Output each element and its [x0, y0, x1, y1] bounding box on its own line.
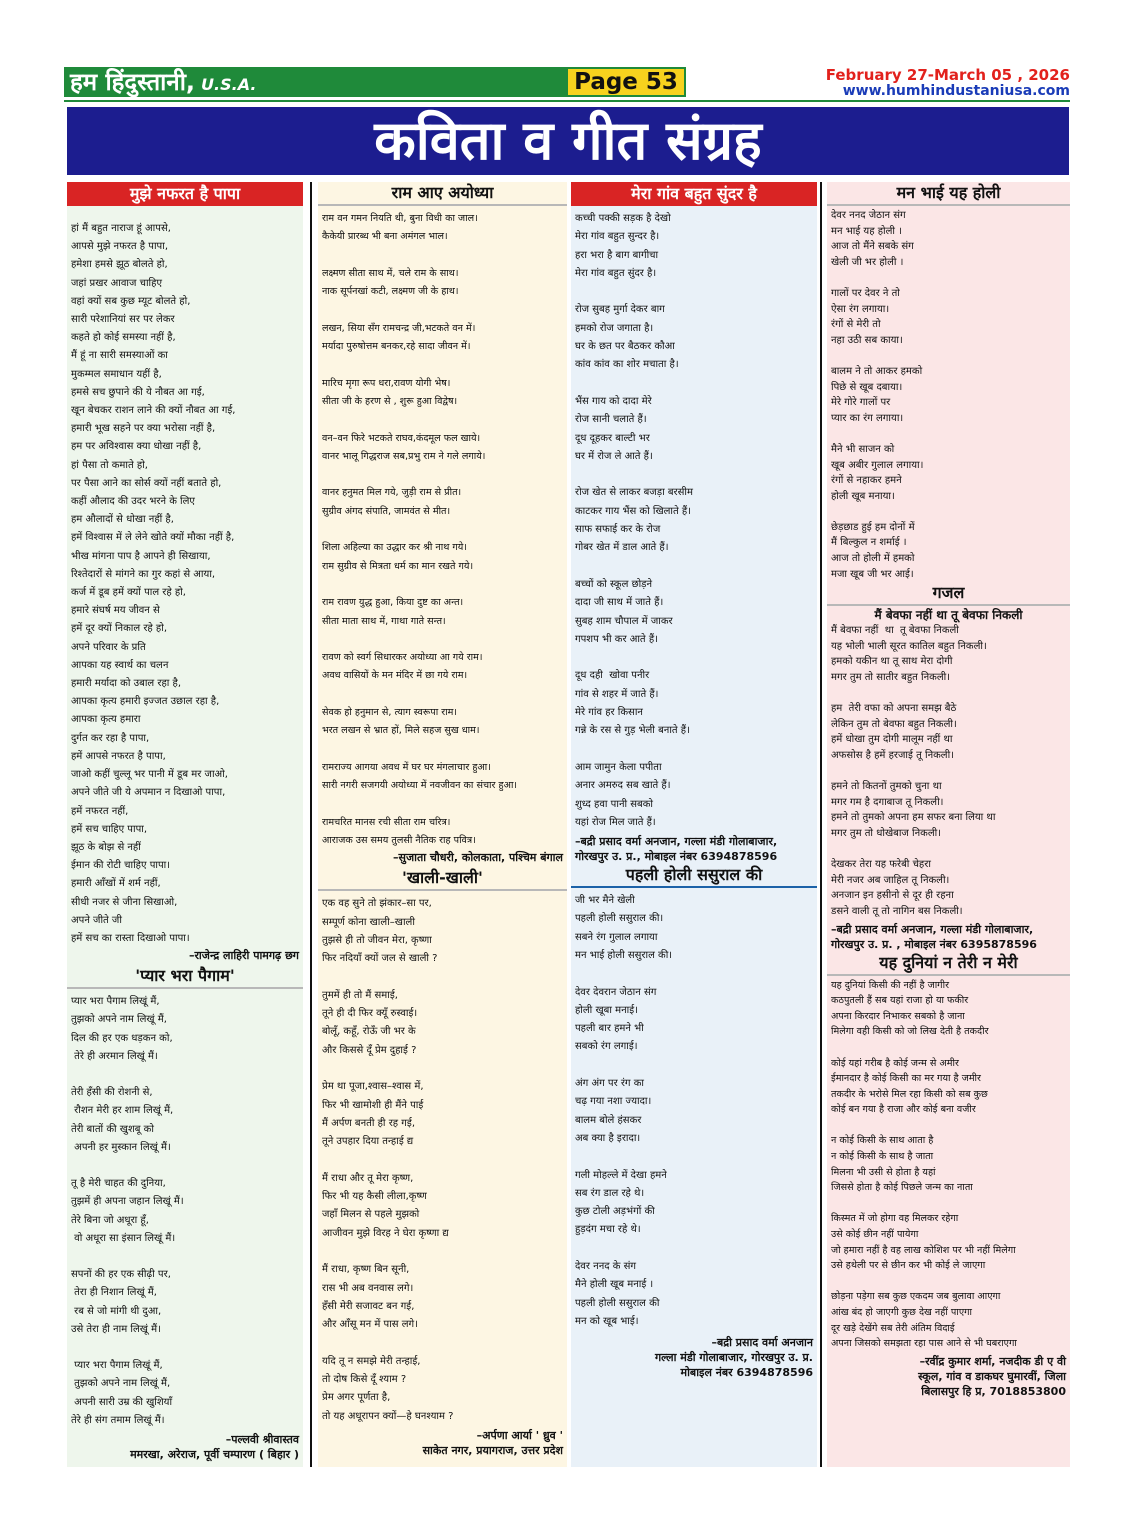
poem-author: –सुजाता चौधरी, कोलकाता, पश्चिम बंगाल — [393, 851, 563, 865]
poem-author-phone: मोबाइल नंबर 6394878596 — [680, 1366, 813, 1380]
column-4 — [827, 182, 1070, 1467]
column-separator — [820, 182, 822, 1467]
column-2 — [318, 182, 567, 1467]
poem-author-address: गल्ला मंडी गोलाबाजार, गोरखपुर उ. प्र. — [654, 1351, 813, 1365]
poem-author: –रवींद्र कुमार शर्मा, नजदीक डी ए वी — [919, 1354, 1066, 1368]
poem-text: जी भर मैने खेली पहली होली ससुराल की। सबने रंग गुलाल लगाया मन भाई होली ससुराल की। देवर देवरान जेठान संग होली खूबा मनाई। पहली बार हमने भी सबको रंग लगाई। अंग अंग पर रंग का चढ़ गया नशा ज्यादा। बालम बोले हंसकर अब क्या है इरादा। गली मोहल्ले में देखा हमने सब रंग डाल रहे थे। कुछ टोली अड़भंगों की हुड़दंग मचा रहे थे। देवर ननद के संग मैने होली खूब मनाई । पहली होली ससुराल की मन को खूब भाई। — [575, 895, 673, 1327]
poem-title: मन भाई यह होली — [827, 182, 1070, 206]
header-rule — [64, 100, 1070, 102]
poem-text: देवर ननद जेठान संग मन भाई यह होली । आज तो मैंने सबके संग खेली जी भर होली । गालों पर देवर ने तो ऐसा रंग लगाया। रंगों से मेरी तो नहा उठी सब काया। बालम ने तो आकर हमको पिछे से खूब दबाया। मेरे गोरे गालों पर प्यार का रंग लगाया। मैने भी साजन को खूब अबीर गुलाल लगाया। रंगों से नहाकर हमने होली खूब मनाया। छेड़छाड हुई हम दोनों में मैं बिल्कुल न शर्माई । आज तो होली में हमको मजा खूब जी भर आई। — [831, 210, 924, 580]
poem-author-address: साकेत नगर, प्रयागराज, उत्तर प्रदेश — [422, 1444, 563, 1457]
poem-author-address: गोरखपुर उ. प्र., मोबाइल नंबर 6394878596 — [575, 850, 778, 864]
poem-text: राम वन गमन नियति थी, बुना विधी का जाल। कैकेयी प्रारब्ध भी बना अमंगल भाल। लक्ष्मण सीता साथ में, चले राम के साथ। नाक सूर्पनखां कटी, लक्ष्मण जी के हाथ। लखन, सिया सँग रामचन्द्र जी,भटकते वन में। मर्यादा पुरुषोत्तम बनकर,रहे सादा जीवन में। मारिच मृगा रूप धरा,रावण योगी भेष। सीता जी के हरण से , शुरू हुआ विद्वेष। वन–वन फिरे भटकते राघव,कंदमूल फल खाये। वानर भालू गिद्धराज सब,प्रभु राम ने गले लगाये। वानर हनुमत मिल गये, जुड़ी राम से प्रीत। सुग्रीव अंगद संपाति, जामवंत से मीत। शिला अहिल्या का उद्धार कर श्री नाथ गये। राम सुग्रीव से मित्रता धर्म का मान रखते गये। राम रावण युद्ध हुआ, किया दुष्ट का अन्त। सीता माता साथ में, गाथा गाते सन्त। रावण को स्वर्ग सिधारकर अयोध्या आ गये राम। अवध वासियों के मन मंदिर में छा गये राम। सेवक हो हनुमान से, त्याग स्वरूपा राम। भरत लखन से भ्रात हों, मिले सहज सुख धाम। रामराज्य आगया अवध में घर घर मंगलाचार हुआ। सारी नगरी सजगयी अयोध्या में नवजीवन का संचार हुआ। रामचरित मानस रची सीता राम चरित्र। आराजक उस समय तुलसी नैतिक राह पवित्र। — [322, 213, 518, 847]
brand-logo[interactable] — [70, 67, 256, 97]
poem-title: मेरा गांव बहुत सुंदर है — [571, 182, 817, 206]
poem-title: मुझे नफरत है पापा — [67, 182, 303, 206]
poem-author-address: ममरखा, अरेराज, पूर्वी चम्पारण ( बिहार ) — [130, 1448, 299, 1461]
poem-title: गजल — [827, 582, 1070, 606]
poem-author: –अर्पणा आर्या ' ध्रुव ' — [476, 1429, 563, 1442]
poem-text: एक वह सुने तो झंकार–सा पर, सम्पूर्ण कोना खाली–खाली तुझसे ही तो जीवन मेरा, कृष्णा फिर नदियाँ क्यों जल से खाली ? तुममें ही तो मैं समाई, तूने ही दी फिर क्यूँ रुस्वाई। बोलूँ, कहूँ, रोऊँ जी भर के और किससे दूँ प्रेम दुहाई ? प्रेम था पूजा,श्वास–श्वास में, फिर भी खामोशी ही मैंने पाई मैं अर्पण बनती ही रह गई, तूने उपहार दिया तन्हाई द्य मैं राधा और तू मेरा कृष्ण, फिर भी यह कैसी लीला,कृष्ण जहाँ मिलन से पहले मुझको आजीवन मुझे विरह ने घेरा कृष्णा द्य मैं राधा, कृष्ण बिन सूनी, रास भी अब वनवास लगे। हँसी मेरी सजावट बन गई, और आँसू मन में पास लगे। यदि तू न समझे मेरी तन्हाई, तो दोष किसे दूँ श्याम ? प्रेम अगर पूर्णता है, तो यह अधूरापन क्यों—हे घनश्याम ? — [322, 898, 454, 1422]
poem-author: –बद्री प्रसाद वर्मा अनजान, गल्ला मंडी गोलाबाजार, — [831, 922, 1034, 936]
poem-title: यह दुनियां न तेरी न मेरी — [827, 952, 1070, 976]
column-3 — [571, 182, 817, 1467]
poem-text: मैं बेवफा नहीं था तू बेवफा निकली यह भोली भाली सूरत कातिल बहुत निकली। हमको यकीन था तू साथ मेरा दोगी मगर तुम तो सातीर बहुत निकली। हम तेरी वफा को अपना समझ बैठे लेकिन तुम तो बेवफा बहुत निकली। हमें धोखा तुम दोगी मालूम नहीं था अफसोस है हमें हरजाई तू निकली। हमने तो कितनों तुमको चुना था मगर गम है दगाबाज तू निकली। हमने तो तुमको अपना हम सफर बना लिया था मगर तुम तो धोखेबाज निकली। देखकर तेरा यह फरेबी चेहरा मेरी नजर अब जाहिल तू निकली। अनजान इन हसीनो से दूर ही रहना डसने वाली तू तो नागिन बस निकली। — [831, 625, 996, 917]
poem-title: 'प्यार भरा पैगाम' — [67, 965, 303, 989]
poem-author: –पल्लवी श्रीवास्तव — [225, 1433, 299, 1446]
poem-author-address: स्कूल, गांव व डाकघर घुमारवीं, जिला — [918, 1369, 1066, 1383]
column-1 — [67, 182, 303, 1467]
poem-author-phone: बिलासपुर हि प्र, 7018853800 — [921, 1384, 1066, 1398]
brand-name: हम हिंदुस्तानी, — [70, 68, 196, 96]
poem-author: –राजेन्द्र लाहिरी पामगढ़ छग — [188, 949, 299, 963]
poem-author: –बद्री प्रसाद वर्मा अनजान — [711, 1336, 813, 1350]
poem-author: –बद्री प्रसाद वर्मा अनजान, गल्ला मंडी गोलाबाजार, — [575, 835, 778, 849]
page-number: Page 53 — [566, 67, 686, 97]
column-separator — [310, 182, 312, 1467]
issue-date: February 27-March 05 , 2026 — [825, 66, 1070, 84]
poem-text: हां मैं बहुत नाराज हूं आपसे, आपसे मुझे नफरत है पापा, हमेशा हमसे झूठ बोलते हो, जहां प्रखर आवाज चाहिए वहां क्यों सब कुछ म्यूट बोलते हो, सारी परेशानियां सर पर लेकर कहते हो कोई समस्या नहीं है, मैं हूं ना सारी समस्याओं का मुकम्मल समाधान यहीं है, हमसे सच छुपाने की ये नौबत आ गई, खून बेचकर राशन लाने की क्यों नौबत आ गई, हमारी भूख सहने पर क्या भरोसा नहीं है, हम पर अविश्वास क्या धोखा नहीं है, हां पैसा तो कमाते हो, पर पैसा आने का सोर्स क्यों नहीं बताते हो, कहीं औलाद की उदर भरने के लिए हम औलादों से धोखा नहीं है, हमें विश्वास में ले लेने खोते क्यों मौका नहीं है, भीख मांगना पाप है आपने ही सिखाया, रिश्तेदारों से मांगने का गुर कहां से आया, कर्ज में डूब हमें क्यों पाल रहे हो, हमारे संघर्ष मय जीवन से हमें दूर क्यों निकाल रहे हो, अपने परिवार के प्रति आपका यह स्वार्थ का चलन हमारी मर्यादा को उबाल रहा है, आपका कृत्य हमारी इज्जत उछाल रहा है, आपका कृत्य हमारा दुर्गत कर रहा है पापा, हमें आपसे नफरत है पापा, जाओ कहीं चुल्लू भर पानी में डूब मर जाओ, अपने जीते जी ये अपमान न दिखाओ पापा, हमें नफरत नहीं, हमें सच चाहिए पापा, झूठ के बोझ से नहीं ईमान की रोटी चाहिए पापा। हमारी आँखों में शर्म नहीं, सीधी नजर से जीना सिखाओ, अपने जीते जी हमें सच का रास्ता दिखाओ पापा। — [71, 223, 236, 944]
poem-subtitle: मैं बेवफा नहीं था तू बेवफा निकली — [874, 608, 1023, 623]
poem-title: 'खाली-खाली' — [318, 867, 567, 891]
poem-title: राम आए अयोध्या — [318, 182, 567, 206]
website-link[interactable]: www.humhindustaniusa.com — [842, 83, 1070, 99]
poem-title: पहली होली ससुराल की — [571, 864, 817, 888]
poem-text: यह दुनियां किसी की नहीं है जागीर कठपुतली हैं सब यहां राजा हो या फकीर अपना किरदार निभाकर सबको है जाना मिलेगा वही किसी को जो लिख देती है तकदीर कोई यहां गरीब है कोई जन्म से अमीर ईमानदार है कोई किसी का मर गया है जमीर तकदीर के भरोसे मिल रहा किसी को सब कुछ कोई बन गया है राजा और कोई बना वजीर न कोई किसी के साथ आता है न कोई किसी के साथ है जाता मिलना भी उसी से होता है यहां जिससे होता है कोई पिछले जन्म का नाता किस्मत में जो होगा वह मिलकर रहेगा उसे कोई छीन नहीं पायेगा जो हमारा नहीं है वह लाख कोशिश पर भी नहीं मिलेगा उसे हथेली पर से छीन कर भी कोई ले जाएगा छोड़ना पड़ेगा सब कुछ एकदम जब बुलावा आएगा आंख बंद हो जाएगी कुछ देख नहीं पाएगा दूर खड़े देखेंगे सब तेरी अंतिम विदाई अपना जिसको समझता रहा पास आने से भी घबराएगा — [831, 979, 1017, 1350]
poem-text: कच्ची पक्की सड़क है देखो मेरा गांव बहुत सुन्दर है। हरा भरा है बाग बागीचा मेरा गांव बहुत सुंदर है। रोज सुबह मुर्गा देकर बाग हमको रोज जगाता है। घर के छत पर बैठकर कौआ कांव कांव का शोर मचाता है। भैंस गाय को दादा मेरे रोज सानी चलाते हैं। दूध दूहकर बाल्टी भर घर में रोज ले आते हैं। रोज खेत से लाकर बजड़ा बरसीम काटकर गाय भैंस को खिलाते हैं। साफ सफाई कर के रोज गोबर खेत में डाल आते हैं। बच्चों को स्कूल छोड़ने दादा जी साथ में जाते हैं। सुबह शाम चौपाल में जाकर गपशप भी कर आते हैं। दूध दही खोवा पनीर गांव से शहर में जाते हैं। मेरे गांव हर किसान गन्ने के रस से गुड़ भेली बनाते हैं। आम जामुन केला पपीता अनार अमरुद सब खाते हैं। शुध्द हवा पानी सबको यहां रोज मिल जाते हैं। — [575, 213, 693, 828]
poem-author-address: गोरखपुर उ. प्र. , मोबाइल नंबर 6395878596 — [831, 937, 1037, 951]
poem-text: प्यार भरा पैगाम लिखूं मैं, तुझको अपने नाम लिखूं मैं, दिल की हर एक धड़कन को, तेरे ही अरमान लिखूं मैं। तेरी हँसी की रोशनी से, रौशन मेरी हर शाम लिखूं मैं, तेरी बातों की खुशबू को अपनी हर मुस्कान लिखूं मैं। तू है मेरी चाहत की दुनिया, तुझमें ही अपना जहान लिखूं मैं। तेरे बिना जो अधूरा हूँ, वो अधूरा सा इंसान लिखूं मैं। सपनों की हर एक सीढ़ी पर, तेरा ही निशान लिखूं मैं, रब से जो मांगी थी दुआ, उसे तेरा ही नाम लिखूं मैं। प्यार भरा पैगाम लिखूं मैं, तुझको अपने नाम लिखूं मैं, अपनी सारी उम्र की खुशियाँ तेरे ही संग तमाम लिखूं मैं। — [71, 996, 184, 1426]
section-title: कविता व गीत संग्रह — [374, 109, 762, 172]
brand-suffix: U.S.A. — [201, 75, 257, 94]
